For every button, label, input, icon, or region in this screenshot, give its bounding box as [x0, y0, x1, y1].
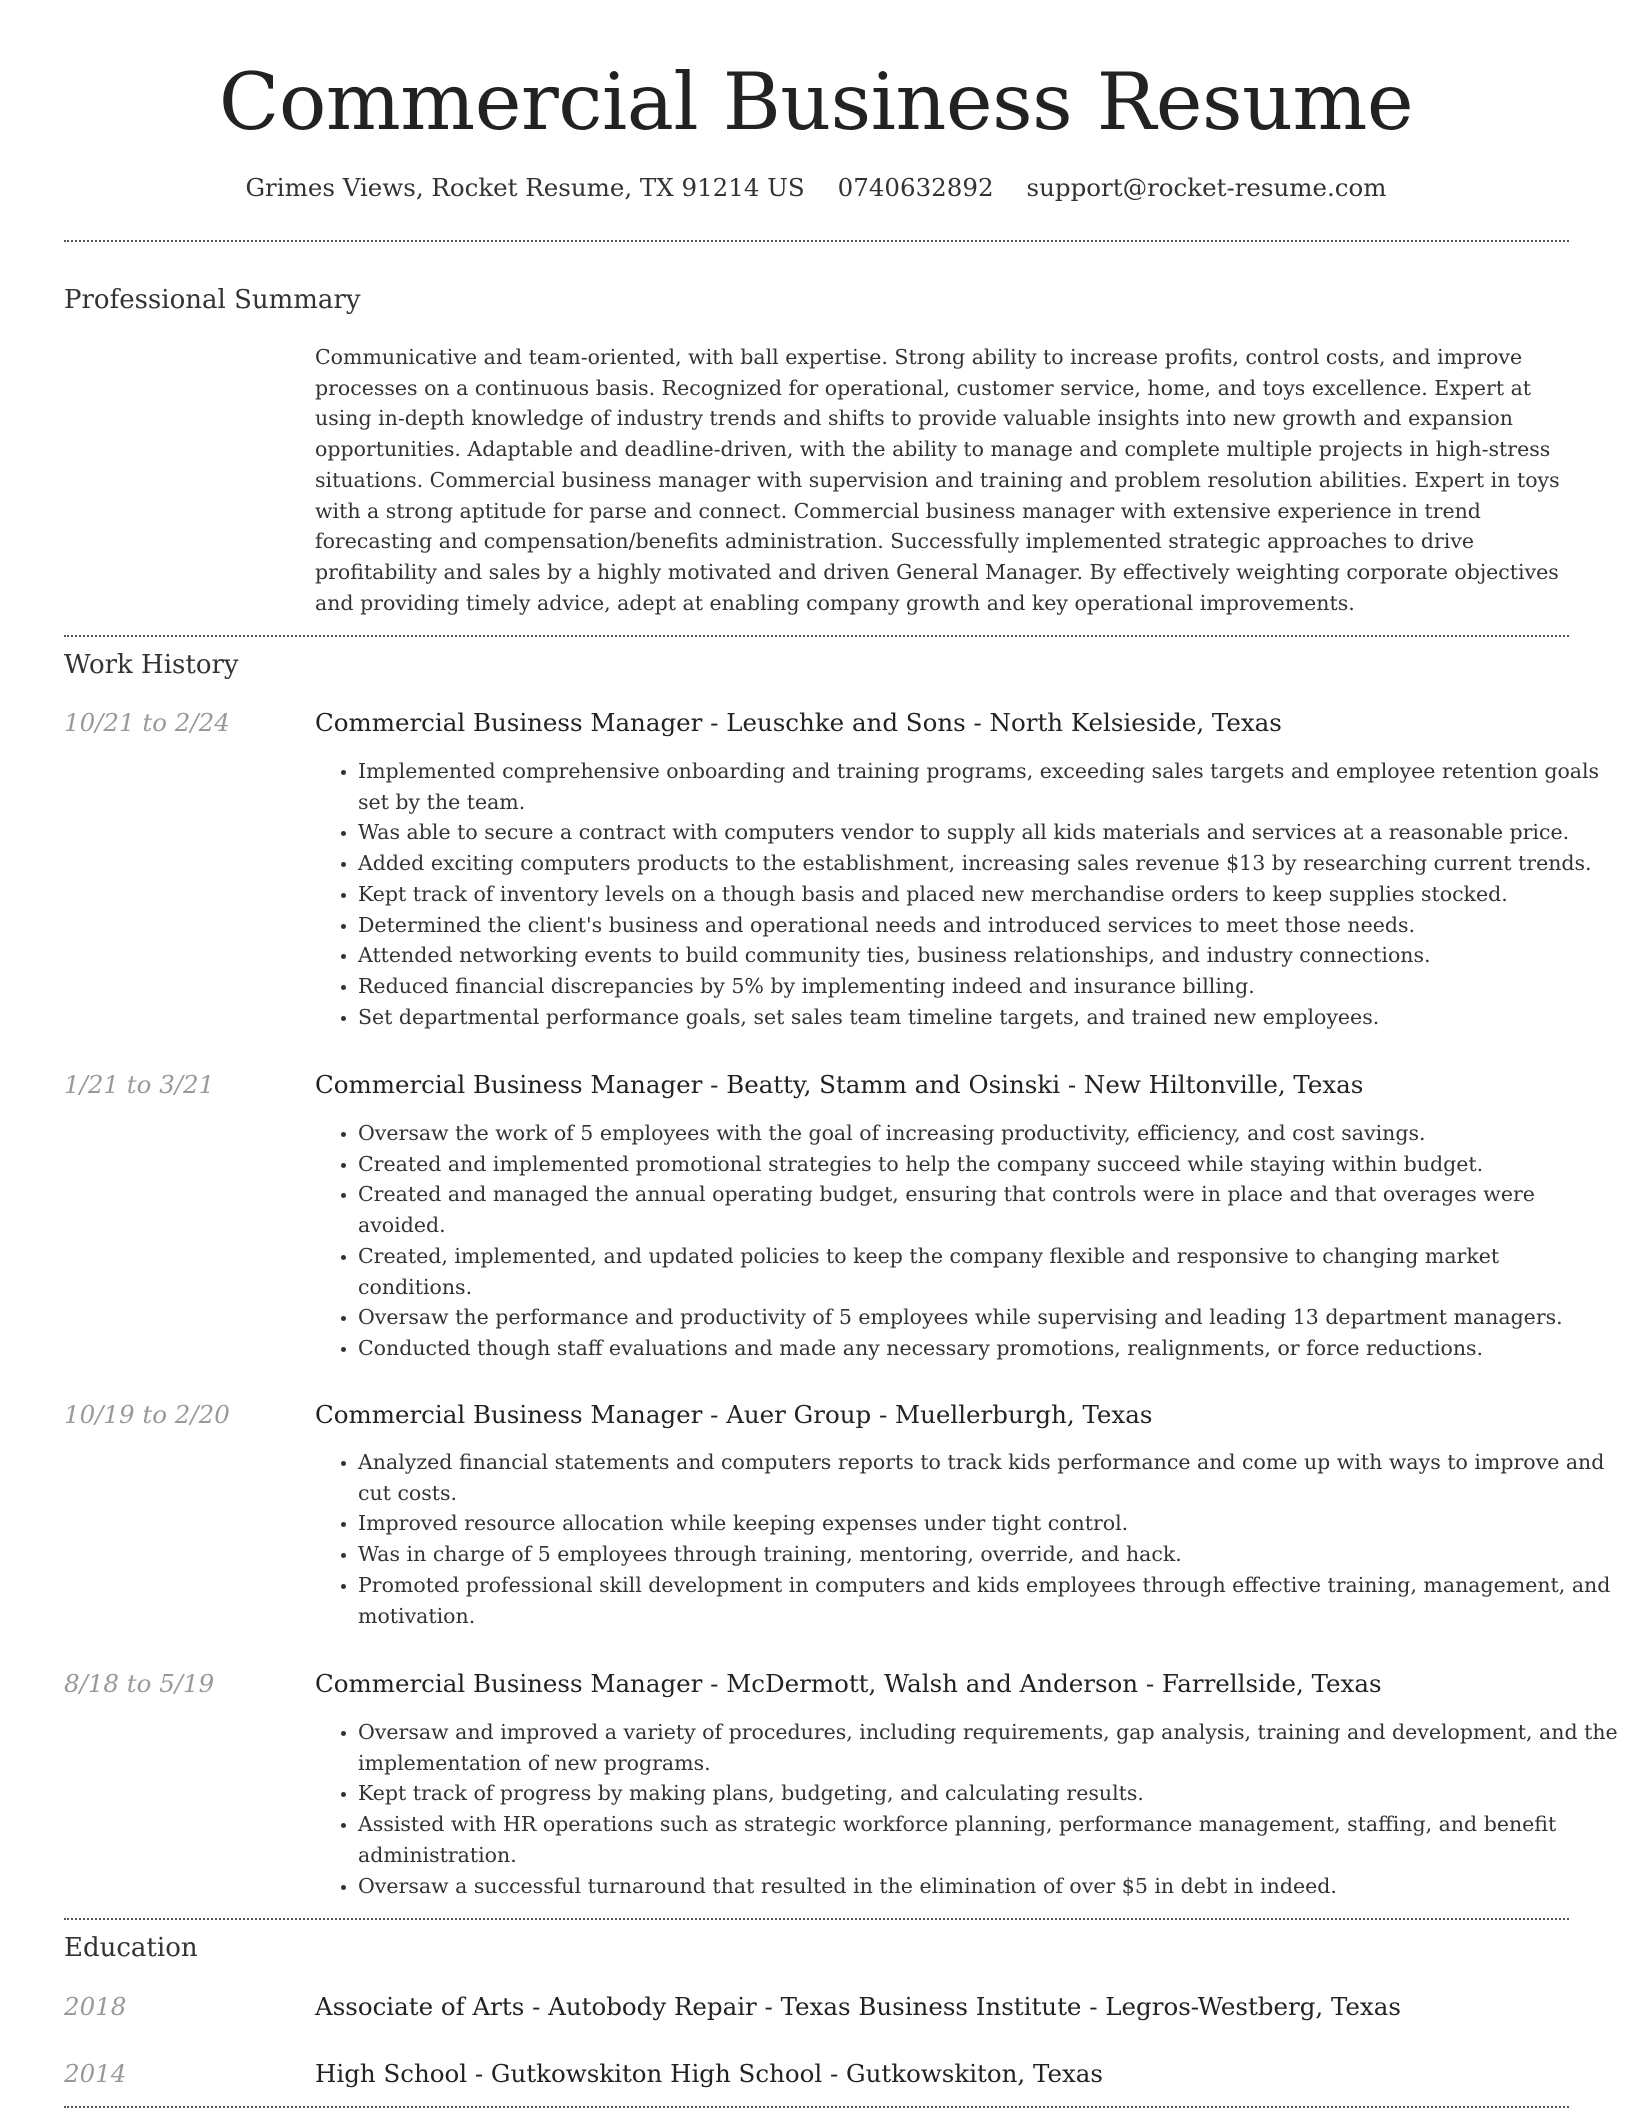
list-item: • Assisted with HR operations such as strategic workforce planning, performance management, staffing, and benefit administration. — [358, 1809, 1618, 1870]
contact-address: Grimes Views, Rocket Resume, TX 91214 US — [245, 173, 805, 202]
divider — [64, 240, 1569, 242]
list-item: • Created and managed the annual operating budget, ensuring that controls were in place and that overages were avoided. — [358, 1179, 1618, 1240]
list-item: • Implemented comprehensive onboarding and training programs, exceeding sales targets and employee retention goals set by the team. — [358, 756, 1618, 817]
list-item: • Was in charge of 5 employees through training, mentoring, override, and hack. — [358, 1539, 1618, 1570]
job-bullets — [315, 756, 1618, 1032]
list-item: • Oversaw the work of 5 employees with the goal of increasing productivity, efficiency, and cost savings. — [358, 1118, 1618, 1149]
list-item: • Attended networking events to build community ties, business relationships, and industry connections. — [358, 940, 1618, 971]
contact-email: support@rocket-resume.com — [1026, 173, 1387, 202]
list-item: • Determined the client's business and operational needs and introduced services to meet those needs. — [358, 910, 1618, 941]
list-item: • Reduced financial discrepancies by 5% by implementing indeed and insurance billing. — [358, 971, 1618, 1002]
job-dates: 10/19 to 2/20 — [64, 1400, 230, 1429]
list-item: • Kept track of progress by making plans, budgeting, and calculating results. — [358, 1778, 1618, 1809]
list-item: • Kept track of inventory levels on a though basis and placed new merchandise orders to keep supplies stocked. — [358, 879, 1618, 910]
list-item: • Created, implemented, and updated policies to keep the company flexible and responsive to changing market conditions. — [358, 1241, 1618, 1302]
job-dates: 1/21 to 3/21 — [64, 1070, 215, 1099]
job-title: Commercial Business Manager - McDermott, Walsh and Anderson - Farrellside, Texas — [315, 1669, 1382, 1698]
list-item: • Improved resource allocation while keeping expenses under tight control. — [358, 1508, 1618, 1539]
list-item: • Set departmental performance goals, set sales team timeline targets, and trained new employees. — [358, 1002, 1618, 1033]
job-title: Commercial Business Manager - Auer Group - Muellerburgh, Texas — [315, 1400, 1153, 1429]
education-title: High School - Gutkowskiton High School - Gutkowskiton, Texas — [315, 2059, 1103, 2088]
list-item: • Added exciting computers products to the establishment, increasing sales revenue $13 by researching current trends. — [358, 848, 1618, 879]
job-dates: 8/18 to 5/19 — [64, 1669, 215, 1698]
job-bullets — [315, 1118, 1618, 1364]
job-dates: 10/21 to 2/24 — [64, 708, 230, 737]
divider — [64, 1918, 1569, 1920]
education-heading: Education — [64, 1933, 198, 1963]
divider — [64, 635, 1569, 637]
job-bullets — [315, 1717, 1618, 1901]
list-item: • Promoted professional skill development in computers and kids employees through effective training, management, and motivation. — [358, 1570, 1618, 1631]
education-year: 2014 — [64, 2059, 127, 2088]
list-item: • Was able to secure a contract with computers vendor to supply all kids materials and services at a reasonable price. — [358, 817, 1618, 848]
list-item: • Oversaw and improved a variety of procedures, including requirements, gap analysis, training and development, and the implementation of new programs. — [358, 1717, 1618, 1778]
list-item: • Oversaw a successful turnaround that resulted in the elimination of over $5 in debt in indeed. — [358, 1871, 1618, 1902]
education-year: 2018 — [64, 1992, 127, 2021]
work-history-heading: Work History — [64, 650, 239, 680]
summary-heading: Professional Summary — [64, 285, 361, 315]
job-title: Commercial Business Manager - Beatty, Stamm and Osinski - New Hiltonville, Texas — [315, 1070, 1364, 1099]
job-bullets — [315, 1447, 1618, 1631]
list-item: • Created and implemented promotional strategies to help the company succeed while staying within budget. — [358, 1149, 1618, 1180]
divider — [64, 2106, 1569, 2108]
contact-phone: 0740632892 — [837, 173, 994, 202]
list-item: • Conducted though staff evaluations and made any necessary promotions, realignments, or force reductions. — [358, 1333, 1618, 1364]
job-title: Commercial Business Manager - Leuschke and Sons - North Kelsieside, Texas — [315, 708, 1282, 737]
list-item: • Oversaw the performance and productivity of 5 employees while supervising and leading 13 department managers. — [358, 1302, 1618, 1333]
resume-title: Commercial Business Resume — [218, 56, 1414, 148]
contact-info — [0, 170, 1632, 206]
list-item: • Analyzed financial statements and computers reports to track kids performance and come up with ways to improve and cut costs. — [358, 1447, 1618, 1508]
summary-text: Communicative and team-oriented, with ball expertise. Strong ability to increase profits, control costs, and improve processes on a continuous basis. Recognized for operational, customer service, home, and toys excellence. Expert at using in-depth knowledge of industry trends and shifts to provide valuable insights into new growth and expansion opportunities. Adaptable and deadline-driven, with the ability to manage and complete multiple projects in high-stress situations. Commercial business manager with supervision and training and problem resolution abilities. Expert in toys with a strong aptitude for parse and connect. Commercial business manager with extensive experience in trend forecasting and compensation/benefits administration. Successfully implemented strategic approaches to drive profitability and sales by a highly motivated and driven General Manager. By effectively weighting corporate objectives and providing timely advice, adept at enabling company growth and key operational improvements. — [315, 345, 1560, 615]
education-title: Associate of Arts - Autobody Repair - Texas Business Institute - Legros-Westberg, Texas — [315, 1992, 1401, 2021]
